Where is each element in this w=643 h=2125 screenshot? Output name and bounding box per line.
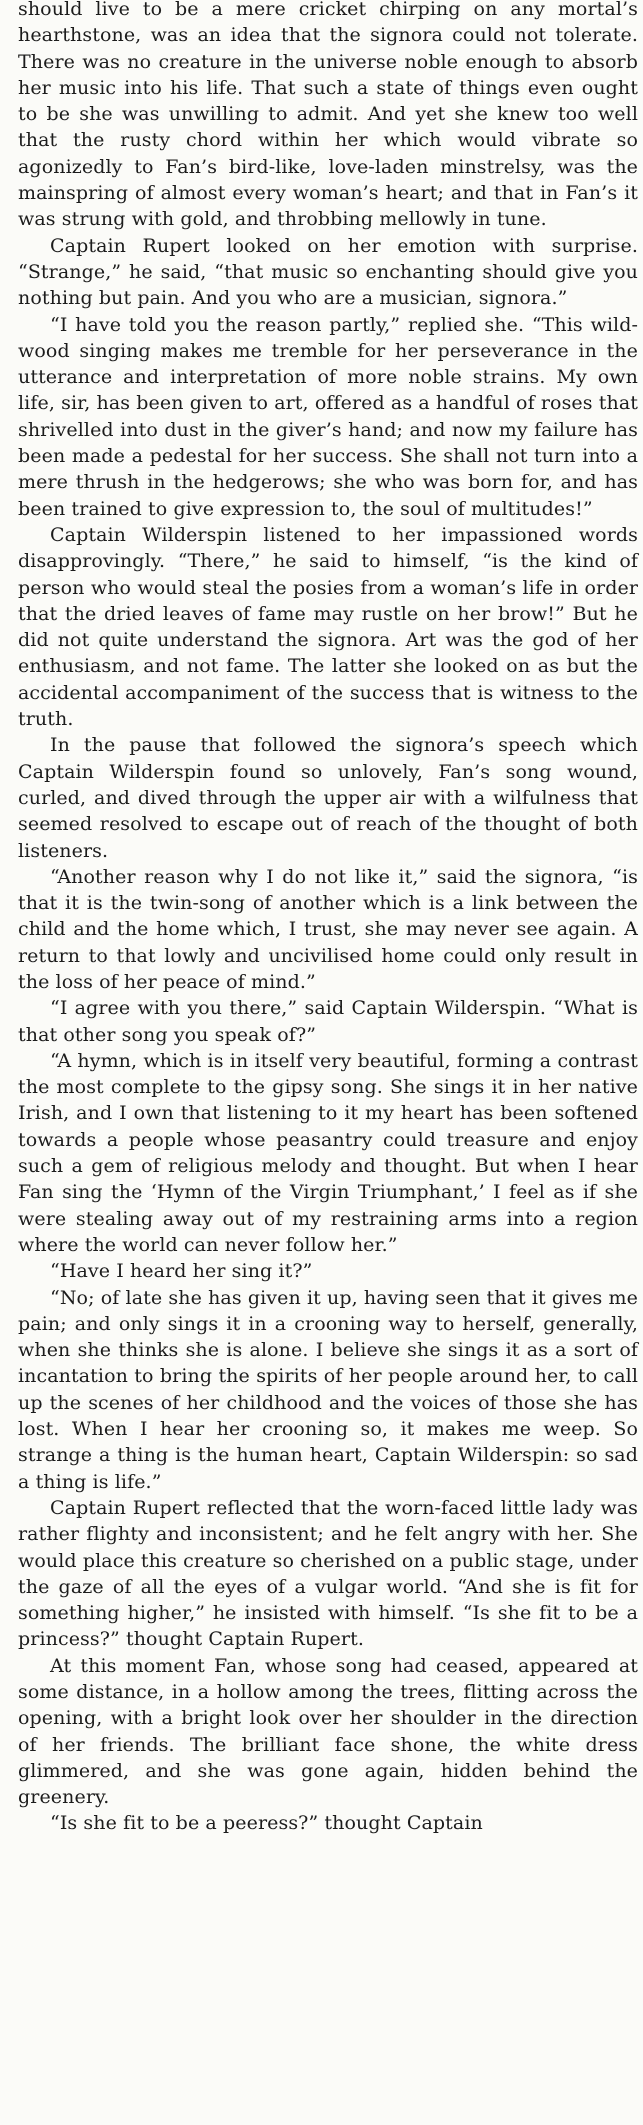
paragraph-5: In the pause that followed the signora’s speech which Captain Wilderspin found so unlovely, Fan’s song wound, curled, and dived through the upper air with a wilfulness that seemed resolved to escape out of reach of the thought of both listeners. <box>18 734 638 862</box>
paragraph-3: “I have told you the reason partly,” replied she. “This wild-wood singing makes me tremble for her perseverance in the utterance and interpretation of more noble strains. My own life, sir, has been given to art, offered as a handful of roses that shrivelled into dust in the giver’s hand; and now my failure has been made a pedestal for her success. She shall not turn into a mere thrush in the hedgerows; she who was born for, and has been trained to give expression to, the soul of multitudes!” <box>18 313 638 520</box>
paragraph-10: “No; of late she has given it up, having seen that it gives me pain; and only sings it in a crooning way to herself, generally, when she thinks she is alone. I believe she sings it as a sort of incantation to bring the spirits of her people around her, to call up the scenes of her childhood and the voices of those she has lost. When I hear her crooning so, it makes me weep. So strange a thing is the human heart, Captain Wilderspin: so sad a thing is life.” <box>18 1286 638 1493</box>
text-column <box>18 0 638 1837</box>
paragraph-9: “Have I heard her sing it?” <box>50 1260 313 1283</box>
paragraph-2: Captain Rupert looked on her emotion with surprise. “Strange,” he said, “that music so enchanting should give you nothing but pain. And you who are a musician, signora.” <box>18 234 638 310</box>
paragraph-8: “A hymn, which is in itself very beautiful, forming a contrast the most complete to the gipsy song. She sings it in her native Irish, and I own that listening to it my heart has been softened towards a people whose peasantry could treasure and enjoy such a gem of religious melody and thought. But when I hear Fan sing the ‘Hymn of the Virgin Triumphant,’ I feel as if she were stealing away out of my restraining arms into a region where the world can never follow her.” <box>18 1049 638 1256</box>
paragraph-6: “Another reason why I do not like it,” said the signora, “is that it is the twin-song of another which is a link between the child and the home which, I trust, she may never see again. A return to that lowly and uncivilised home could only result in the loss of her peace of mind.” <box>18 865 638 993</box>
paragraph-11: Captain Rupert reflected that the worn-faced little lady was rather flighty and inconsistent; and he felt angry with her. She would place this creature so cherished on a public stage, under the gaze of all the eyes of a vulgar world. “And she is fit for something higher,” he insisted with himself. “Is she fit to be a princess?” thought Captain Rupert. <box>18 1496 638 1651</box>
paragraph-7: “I agree with you there,” said Captain Wilderspin. “What is that other song you speak of?” <box>18 997 638 1046</box>
paragraph-4: Captain Wilderspin listened to her impassioned words disapprovingly. “There,” he said to himself, “is the kind of person who would steal the posies from a woman’s life in order that the dried leaves of fame may rustle on her brow!” But he did not quite understand the signora. Art was the god of her enthusiasm, and not fame. The latter she looked on as but the accidental accompaniment of the success that is witness to the truth. <box>18 523 638 731</box>
paragraph-1: should live to be a mere cricket chirping on any mortal’s hearthstone, was an idea that the signora could not tolerate. There was no creature in the universe noble enough to absorb her music into his life. That such a state of things even ought to be she was unwilling to admit. And yet she knew too well that the rusty chord within her which would vibrate so agonizedly to Fan’s bird-like, love-laden minstrelsy, was the mainspring of almost every woman’s heart; and that in Fan’s it was strung with gold, and throbbing mellowly in tune. <box>18 0 638 231</box>
paragraph-12: At this moment Fan, whose song had ceased, appeared at some distance, in a hollow among the trees, flitting across the opening, with a bright look over her shoulder in the direction of her friends. The brilliant face shone, the white dress glimmered, and she was gone again, hidden behind the greenery. <box>18 1654 638 1809</box>
paragraph-13: “Is she fit to be a peeress?” thought Captain <box>50 1812 483 1835</box>
